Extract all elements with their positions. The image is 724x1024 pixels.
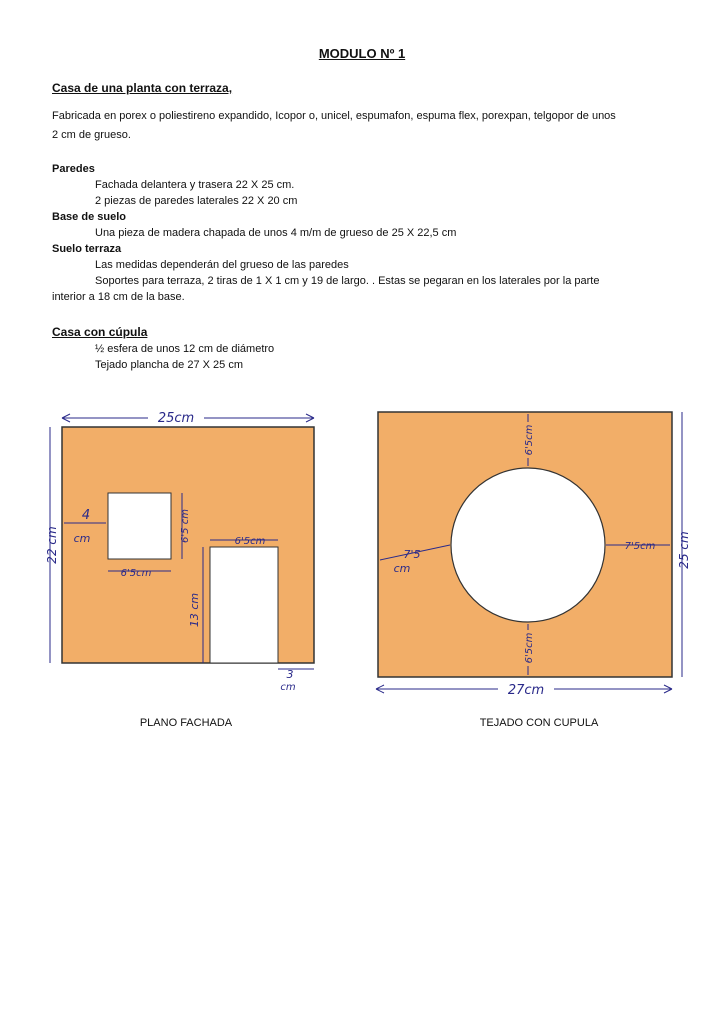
facade-caption: PLANO FACHADA	[139, 717, 233, 729]
intro-line-1: Fabricada en porex o poliestireno expandido, Icopor o, unicel, espumafon, espuma flex, porexpan, telgopor de unos	[52, 110, 616, 122]
door-right-label-1: 3	[286, 668, 294, 681]
roof-left-label-1: 7'5	[403, 548, 421, 561]
window-height-label: 6'5 cm	[180, 509, 191, 543]
roof-right-label: 7'5cm	[624, 541, 656, 552]
paredes-line-1: Fachada delantera y trasera 22 X 25 cm.	[95, 179, 295, 191]
roof-caption: TEJADO CON CUPULA	[479, 717, 599, 729]
dome-opening	[451, 468, 605, 622]
roof-height-label: 25 cm	[677, 531, 691, 569]
paredes-line-2: 2 piezas de paredes laterales 22 X 20 cm	[95, 195, 298, 207]
cupula-line-1: ½ esfera de unos 12 cm de diámetro	[95, 343, 275, 355]
facade-height-label: 22 cm	[45, 526, 59, 564]
door-right-label-2: cm	[280, 682, 296, 693]
cupula-line-2: Tejado plancha de 27 X 25 cm	[95, 359, 243, 371]
base-line-1: Una pieza de madera chapada de unos 4 m/m de grueso de 25 X 22,5 cm	[95, 227, 457, 239]
facade-width-label: 25cm	[157, 411, 195, 426]
terraza-line-1: Las medidas dependerán del grueso de las paredes	[95, 259, 349, 271]
roof-left-label-2: cm	[393, 562, 411, 575]
roof-drawing	[370, 400, 695, 700]
window-opening	[108, 493, 171, 559]
door-opening	[210, 547, 278, 663]
page-title: MODULO Nº 1	[318, 46, 406, 61]
intro-line-2: 2 cm de grueso.	[52, 129, 131, 141]
base-label: Base de suelo	[52, 211, 126, 223]
window-left-label-2: cm	[73, 532, 91, 545]
section-heading-cupula: Casa con cúpula	[52, 325, 148, 339]
window-width-label: 6'5cm	[120, 568, 152, 579]
window-left-label-1: 4	[81, 508, 91, 523]
terraza-line-3: interior a 18 cm de la base.	[52, 291, 185, 303]
roof-width-label: 27cm	[507, 683, 545, 698]
roof-top-label: 6'5cm	[524, 424, 535, 456]
section-heading-terraza: Casa de una planta con terraza,	[52, 81, 233, 95]
terraza-label: Suelo terraza	[52, 243, 122, 255]
roof-bottom-label: 6'5cm	[524, 632, 535, 664]
paredes-label: Paredes	[52, 163, 95, 175]
door-width-label: 6'5cm	[234, 536, 266, 547]
facade-drawing	[40, 405, 320, 695]
intro-paragraph	[52, 107, 692, 145]
terraza-line-2: Soportes para terraza, 2 tiras de 1 X 1 cm y 19 de largo. . Estas se pegaran en los laterales por la parte	[95, 275, 600, 287]
door-height-label: 13 cm	[188, 592, 201, 628]
